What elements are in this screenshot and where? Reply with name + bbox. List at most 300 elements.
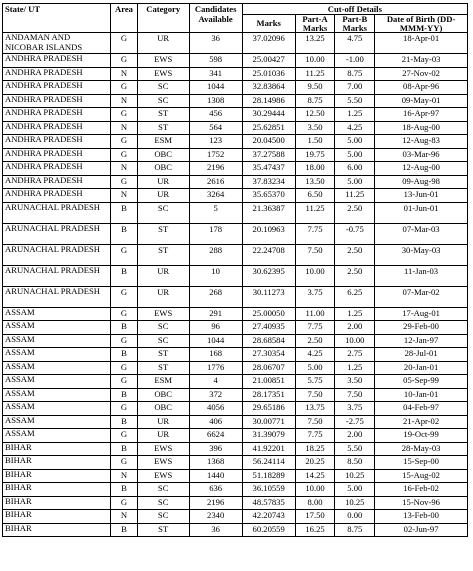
cell-part-b: 5.00 — [335, 483, 375, 497]
cell-candidates: 10 — [189, 265, 242, 286]
cell-category: ST — [137, 108, 189, 122]
cell-candidates: 1308 — [189, 94, 242, 108]
cell-part-b: 2.00 — [335, 321, 375, 335]
cell-candidates: 288 — [189, 244, 242, 265]
cell-area: G — [111, 33, 138, 54]
cell-area: G — [111, 286, 138, 307]
cell-category: ESM — [137, 135, 189, 149]
cell-state: ASSAM — [3, 375, 111, 389]
table-row — [3, 429, 468, 443]
table-row — [3, 510, 468, 524]
cell-state: ANDHRA PRADESH — [3, 54, 111, 68]
cell-area: N — [111, 94, 138, 108]
cell-marks: 42.20743 — [242, 510, 295, 524]
cell-area: N — [111, 469, 138, 483]
cell-area: G — [111, 307, 138, 321]
cell-category: UR — [137, 286, 189, 307]
cell-part-a: 10.00 — [295, 265, 335, 286]
cell-state: BIHAR — [3, 442, 111, 456]
cell-marks: 48.57835 — [242, 496, 295, 510]
cell-marks: 56.24114 — [242, 456, 295, 470]
table-body — [3, 33, 468, 537]
cell-candidates: 1044 — [189, 81, 242, 95]
cell-part-b: 4.25 — [335, 121, 375, 135]
cell-part-b: 3.75 — [335, 402, 375, 416]
cell-state: ANDHRA PRADESH — [3, 189, 111, 203]
cell-part-a: 9.50 — [295, 81, 335, 95]
cell-marks: 51.18289 — [242, 469, 295, 483]
cell-part-a: 14.25 — [295, 469, 335, 483]
table-row — [3, 244, 468, 265]
cell-category: ST — [137, 361, 189, 375]
cell-dob: 15-Sep-00 — [375, 456, 468, 470]
cell-state: ASSAM — [3, 429, 111, 443]
cell-dob: 09-May-01 — [375, 94, 468, 108]
cell-part-a: 12.50 — [295, 108, 335, 122]
cell-area: N — [111, 67, 138, 81]
cell-state: BIHAR — [3, 496, 111, 510]
cell-marks: 28.14986 — [242, 94, 295, 108]
cell-part-a: 16.25 — [295, 523, 335, 537]
header-category: Category — [137, 4, 189, 33]
cell-part-b: 4.75 — [335, 33, 375, 54]
cell-part-a: 13.25 — [295, 33, 335, 54]
cell-dob: 27-Nov-02 — [375, 67, 468, 81]
cell-category: SC — [137, 81, 189, 95]
cell-category: OBC — [137, 402, 189, 416]
cell-area: B — [111, 415, 138, 429]
cell-part-a: 18.00 — [295, 162, 335, 176]
cell-dob: 13-Feb-00 — [375, 510, 468, 524]
cell-dob: 07-Mar-03 — [375, 223, 468, 244]
cell-area: G — [111, 244, 138, 265]
cell-part-b: 5.00 — [335, 135, 375, 149]
cell-part-b: 1.25 — [335, 307, 375, 321]
table-header — [3, 4, 468, 33]
cell-category: SC — [137, 510, 189, 524]
cell-area: G — [111, 375, 138, 389]
cell-part-a: 3.75 — [295, 286, 335, 307]
cell-candidates: 2196 — [189, 162, 242, 176]
cell-part-b: 2.75 — [335, 348, 375, 362]
table-row — [3, 321, 468, 335]
cell-dob: 08-Apr-96 — [375, 81, 468, 95]
cell-part-b: 7.50 — [335, 388, 375, 402]
cell-part-b: 8.50 — [335, 456, 375, 470]
cell-area: G — [111, 54, 138, 68]
table-row — [3, 223, 468, 244]
cell-marks: 41.92201 — [242, 442, 295, 456]
table-row — [3, 265, 468, 286]
header-area: Area — [111, 4, 138, 33]
cell-category: UR — [137, 429, 189, 443]
table-row — [3, 361, 468, 375]
cell-state: ANDHRA PRADESH — [3, 94, 111, 108]
cell-dob: 16-Feb-02 — [375, 483, 468, 497]
cell-part-a: 18.25 — [295, 442, 335, 456]
cell-part-a: 4.25 — [295, 348, 335, 362]
cell-marks: 22.24708 — [242, 244, 295, 265]
cell-part-b: 10.00 — [335, 334, 375, 348]
cell-state: ARUNACHAL PRADESH — [3, 244, 111, 265]
table-row — [3, 388, 468, 402]
cell-candidates: 396 — [189, 442, 242, 456]
cell-part-a: 7.50 — [295, 415, 335, 429]
cell-dob: 02-Jun-97 — [375, 523, 468, 537]
cell-category: ST — [137, 523, 189, 537]
cell-part-b: 10.25 — [335, 496, 375, 510]
table-row — [3, 202, 468, 223]
cell-category: EWS — [137, 67, 189, 81]
cell-state: ANDHRA PRADESH — [3, 81, 111, 95]
cell-state: ANDHRA PRADESH — [3, 135, 111, 149]
header-cutoff-details: Cut-off Details — [242, 4, 467, 15]
cell-state: BIHAR — [3, 469, 111, 483]
cell-marks: 32.83864 — [242, 81, 295, 95]
cell-part-a: 2.50 — [295, 334, 335, 348]
cell-candidates: 268 — [189, 286, 242, 307]
cell-dob: 30-May-03 — [375, 244, 468, 265]
cell-category: UR — [137, 189, 189, 203]
cell-marks: 25.62851 — [242, 121, 295, 135]
cell-candidates: 2616 — [189, 175, 242, 189]
cell-marks: 30.11273 — [242, 286, 295, 307]
cell-candidates: 168 — [189, 348, 242, 362]
cell-area: N — [111, 121, 138, 135]
table-row — [3, 67, 468, 81]
cell-marks: 20.10963 — [242, 223, 295, 244]
cell-area: G — [111, 334, 138, 348]
cell-part-b: 2.50 — [335, 202, 375, 223]
cell-state: BIHAR — [3, 523, 111, 537]
cell-state: ANDAMAN AND NICOBAR ISLANDS — [3, 33, 111, 54]
cell-area: B — [111, 388, 138, 402]
table-row — [3, 148, 468, 162]
cell-state: ANDHRA PRADESH — [3, 148, 111, 162]
header-dob: Date of Birth (DD-MMM-YY) — [375, 15, 468, 33]
cell-part-a: 13.75 — [295, 402, 335, 416]
cell-candidates: 2340 — [189, 510, 242, 524]
cell-state: ASSAM — [3, 388, 111, 402]
cell-part-a: 3.50 — [295, 121, 335, 135]
cell-part-a: 11.25 — [295, 67, 335, 81]
cell-candidates: 123 — [189, 135, 242, 149]
cell-category: UR — [137, 175, 189, 189]
cell-category: SC — [137, 202, 189, 223]
cell-dob: 21-May-03 — [375, 54, 468, 68]
cell-part-b: 6.25 — [335, 286, 375, 307]
cell-category: ST — [137, 244, 189, 265]
cell-part-a: 19.75 — [295, 148, 335, 162]
cell-part-a: 7.50 — [295, 244, 335, 265]
cell-part-b: 0.00 — [335, 510, 375, 524]
cell-marks: 29.65186 — [242, 402, 295, 416]
cell-state: BIHAR — [3, 456, 111, 470]
cell-marks: 27.30354 — [242, 348, 295, 362]
cell-marks: 30.29444 — [242, 108, 295, 122]
cell-category: SC — [137, 94, 189, 108]
cell-part-b: 7.00 — [335, 81, 375, 95]
cell-part-b: 10.25 — [335, 469, 375, 483]
cell-part-b: 5.50 — [335, 94, 375, 108]
cell-part-a: 5.75 — [295, 375, 335, 389]
header-part-a: Part-A Marks — [295, 15, 335, 33]
cell-area: G — [111, 81, 138, 95]
cell-state: ARUNACHAL PRADESH — [3, 286, 111, 307]
cell-state: ANDHRA PRADESH — [3, 175, 111, 189]
cell-dob: 09-Aug-98 — [375, 175, 468, 189]
cell-category: UR — [137, 415, 189, 429]
cell-candidates: 5 — [189, 202, 242, 223]
cell-state: ANDHRA PRADESH — [3, 121, 111, 135]
cell-category: SC — [137, 321, 189, 335]
cell-area: B — [111, 523, 138, 537]
cell-part-a: 11.00 — [295, 307, 335, 321]
cell-candidates: 564 — [189, 121, 242, 135]
table-row — [3, 442, 468, 456]
table-row — [3, 189, 468, 203]
cell-part-b: 5.00 — [335, 175, 375, 189]
cell-category: ST — [137, 223, 189, 244]
cell-marks: 20.04500 — [242, 135, 295, 149]
cell-part-b: 3.50 — [335, 375, 375, 389]
cell-state: ASSAM — [3, 321, 111, 335]
cell-area: N — [111, 162, 138, 176]
cell-dob: 19-Oct-99 — [375, 429, 468, 443]
cell-marks: 35.47437 — [242, 162, 295, 176]
table-row — [3, 162, 468, 176]
cell-category: ESM — [137, 375, 189, 389]
cell-candidates: 36 — [189, 523, 242, 537]
cell-state: BIHAR — [3, 483, 111, 497]
cell-marks: 27.40935 — [242, 321, 295, 335]
cell-area: G — [111, 456, 138, 470]
cell-candidates: 291 — [189, 307, 242, 321]
cell-candidates: 96 — [189, 321, 242, 335]
cell-part-a: 8.75 — [295, 94, 335, 108]
cell-dob: 28-Jul-01 — [375, 348, 468, 362]
cell-area: B — [111, 223, 138, 244]
cell-dob: 10-Jan-01 — [375, 388, 468, 402]
cell-candidates: 1776 — [189, 361, 242, 375]
cell-area: B — [111, 202, 138, 223]
cell-category: OBC — [137, 388, 189, 402]
cell-part-a: 11.25 — [295, 202, 335, 223]
cell-candidates: 456 — [189, 108, 242, 122]
cell-candidates: 3264 — [189, 189, 242, 203]
table-row — [3, 375, 468, 389]
table-row — [3, 81, 468, 95]
table-row — [3, 402, 468, 416]
cell-dob: 07-Mar-02 — [375, 286, 468, 307]
header-candidates: Candidates Available — [189, 4, 242, 33]
cell-category: EWS — [137, 469, 189, 483]
cell-marks: 31.39079 — [242, 429, 295, 443]
table-row — [3, 469, 468, 483]
cell-area: N — [111, 510, 138, 524]
cell-part-a: 7.75 — [295, 321, 335, 335]
cell-dob: 13-Jun-01 — [375, 189, 468, 203]
cell-area: B — [111, 348, 138, 362]
cell-state: ASSAM — [3, 402, 111, 416]
cell-part-b: -1.00 — [335, 54, 375, 68]
cell-area: G — [111, 496, 138, 510]
table-row — [3, 175, 468, 189]
cell-candidates: 406 — [189, 415, 242, 429]
cell-candidates: 6624 — [189, 429, 242, 443]
cutoff-table — [2, 3, 468, 537]
cell-dob: 12-Aug-00 — [375, 162, 468, 176]
cell-area: B — [111, 321, 138, 335]
cell-part-b: 8.75 — [335, 523, 375, 537]
cell-part-b: 1.25 — [335, 108, 375, 122]
cell-candidates: 1368 — [189, 456, 242, 470]
cell-area: B — [111, 442, 138, 456]
cell-dob: 04-Feb-97 — [375, 402, 468, 416]
cell-part-a: 10.00 — [295, 483, 335, 497]
cell-part-a: 6.50 — [295, 189, 335, 203]
cell-state: ANDHRA PRADESH — [3, 108, 111, 122]
table-row — [3, 54, 468, 68]
table-row — [3, 334, 468, 348]
cell-candidates: 178 — [189, 223, 242, 244]
cell-state: ASSAM — [3, 415, 111, 429]
cell-area: G — [111, 402, 138, 416]
cell-category: SC — [137, 496, 189, 510]
cell-part-b: 1.25 — [335, 361, 375, 375]
cell-part-b: 2.50 — [335, 265, 375, 286]
cell-marks: 21.00851 — [242, 375, 295, 389]
cell-dob: 20-Jan-01 — [375, 361, 468, 375]
header-state: State/ UT — [3, 4, 111, 33]
table-row — [3, 496, 468, 510]
cell-marks: 21.36387 — [242, 202, 295, 223]
cell-part-b: 11.25 — [335, 189, 375, 203]
table-row — [3, 483, 468, 497]
cell-state: ARUNACHAL PRADESH — [3, 223, 111, 244]
cell-dob: 03-Mar-96 — [375, 148, 468, 162]
cell-part-b: 6.00 — [335, 162, 375, 176]
header-part-b: Part-B Marks — [335, 15, 375, 33]
cell-candidates: 4056 — [189, 402, 242, 416]
cell-marks: 35.65370 — [242, 189, 295, 203]
cell-part-a: 5.00 — [295, 361, 335, 375]
cell-part-a: 13.50 — [295, 175, 335, 189]
cell-marks: 25.00427 — [242, 54, 295, 68]
cell-category: OBC — [137, 148, 189, 162]
cell-dob: 05-Sep-99 — [375, 375, 468, 389]
cell-state: ARUNACHAL PRADESH — [3, 202, 111, 223]
cell-area: B — [111, 265, 138, 286]
cell-state: ASSAM — [3, 307, 111, 321]
table-row — [3, 108, 468, 122]
cell-marks: 37.02096 — [242, 33, 295, 54]
cell-candidates: 1044 — [189, 334, 242, 348]
cell-state: ANDHRA PRADESH — [3, 67, 111, 81]
table-row — [3, 94, 468, 108]
cell-area: B — [111, 483, 138, 497]
table-row — [3, 286, 468, 307]
cell-state: ARUNACHAL PRADESH — [3, 265, 111, 286]
cell-part-b: 8.75 — [335, 67, 375, 81]
cell-candidates: 372 — [189, 388, 242, 402]
cell-part-a: 17.50 — [295, 510, 335, 524]
cell-category: ST — [137, 348, 189, 362]
table-row — [3, 121, 468, 135]
cell-dob: 18-Aug-00 — [375, 121, 468, 135]
cell-part-a: 7.75 — [295, 223, 335, 244]
cell-candidates: 2196 — [189, 496, 242, 510]
cell-marks: 36.10559 — [242, 483, 295, 497]
cell-part-a: 10.00 — [295, 54, 335, 68]
cell-part-b: 5.00 — [335, 148, 375, 162]
cell-category: EWS — [137, 456, 189, 470]
table-row — [3, 33, 468, 54]
cell-state: ASSAM — [3, 361, 111, 375]
cell-dob: 15-Nov-96 — [375, 496, 468, 510]
cell-marks: 25.00050 — [242, 307, 295, 321]
cell-area: G — [111, 108, 138, 122]
cell-marks: 28.06707 — [242, 361, 295, 375]
table-row — [3, 523, 468, 537]
cell-dob: 28-May-03 — [375, 442, 468, 456]
cell-area: G — [111, 361, 138, 375]
cell-area: G — [111, 135, 138, 149]
cell-candidates: 636 — [189, 483, 242, 497]
cell-dob: 29-Feb-00 — [375, 321, 468, 335]
cell-category: EWS — [137, 442, 189, 456]
cell-marks: 28.17351 — [242, 388, 295, 402]
table-row — [3, 348, 468, 362]
cell-part-b: -0.75 — [335, 223, 375, 244]
cell-candidates: 598 — [189, 54, 242, 68]
cell-dob: 12-Jan-97 — [375, 334, 468, 348]
cell-area: G — [111, 175, 138, 189]
table-row — [3, 456, 468, 470]
cell-dob: 15-Aug-02 — [375, 469, 468, 483]
cell-part-a: 7.50 — [295, 388, 335, 402]
cell-category: EWS — [137, 54, 189, 68]
cell-category: SC — [137, 483, 189, 497]
cell-candidates: 341 — [189, 67, 242, 81]
cell-part-a: 1.50 — [295, 135, 335, 149]
cell-marks: 37.27588 — [242, 148, 295, 162]
cell-state: ANDHRA PRADESH — [3, 162, 111, 176]
cell-candidates: 36 — [189, 33, 242, 54]
cell-part-b: 5.50 — [335, 442, 375, 456]
cell-category: OBC — [137, 162, 189, 176]
cell-area: G — [111, 148, 138, 162]
cell-area: N — [111, 189, 138, 203]
cell-part-b: 2.50 — [335, 244, 375, 265]
cell-candidates: 1440 — [189, 469, 242, 483]
cell-dob: 21-Apr-02 — [375, 415, 468, 429]
cell-dob: 18-Apr-01 — [375, 33, 468, 54]
table-row — [3, 415, 468, 429]
cell-state: ASSAM — [3, 348, 111, 362]
cell-dob: 11-Jan-03 — [375, 265, 468, 286]
cell-dob: 17-Aug-01 — [375, 307, 468, 321]
cell-part-b: -2.75 — [335, 415, 375, 429]
table-row — [3, 307, 468, 321]
cell-marks: 30.62395 — [242, 265, 295, 286]
cell-state: BIHAR — [3, 510, 111, 524]
cell-category: EWS — [137, 307, 189, 321]
cell-dob: 16-Apr-97 — [375, 108, 468, 122]
cell-part-a: 8.00 — [295, 496, 335, 510]
cell-area: G — [111, 429, 138, 443]
cell-category: UR — [137, 265, 189, 286]
